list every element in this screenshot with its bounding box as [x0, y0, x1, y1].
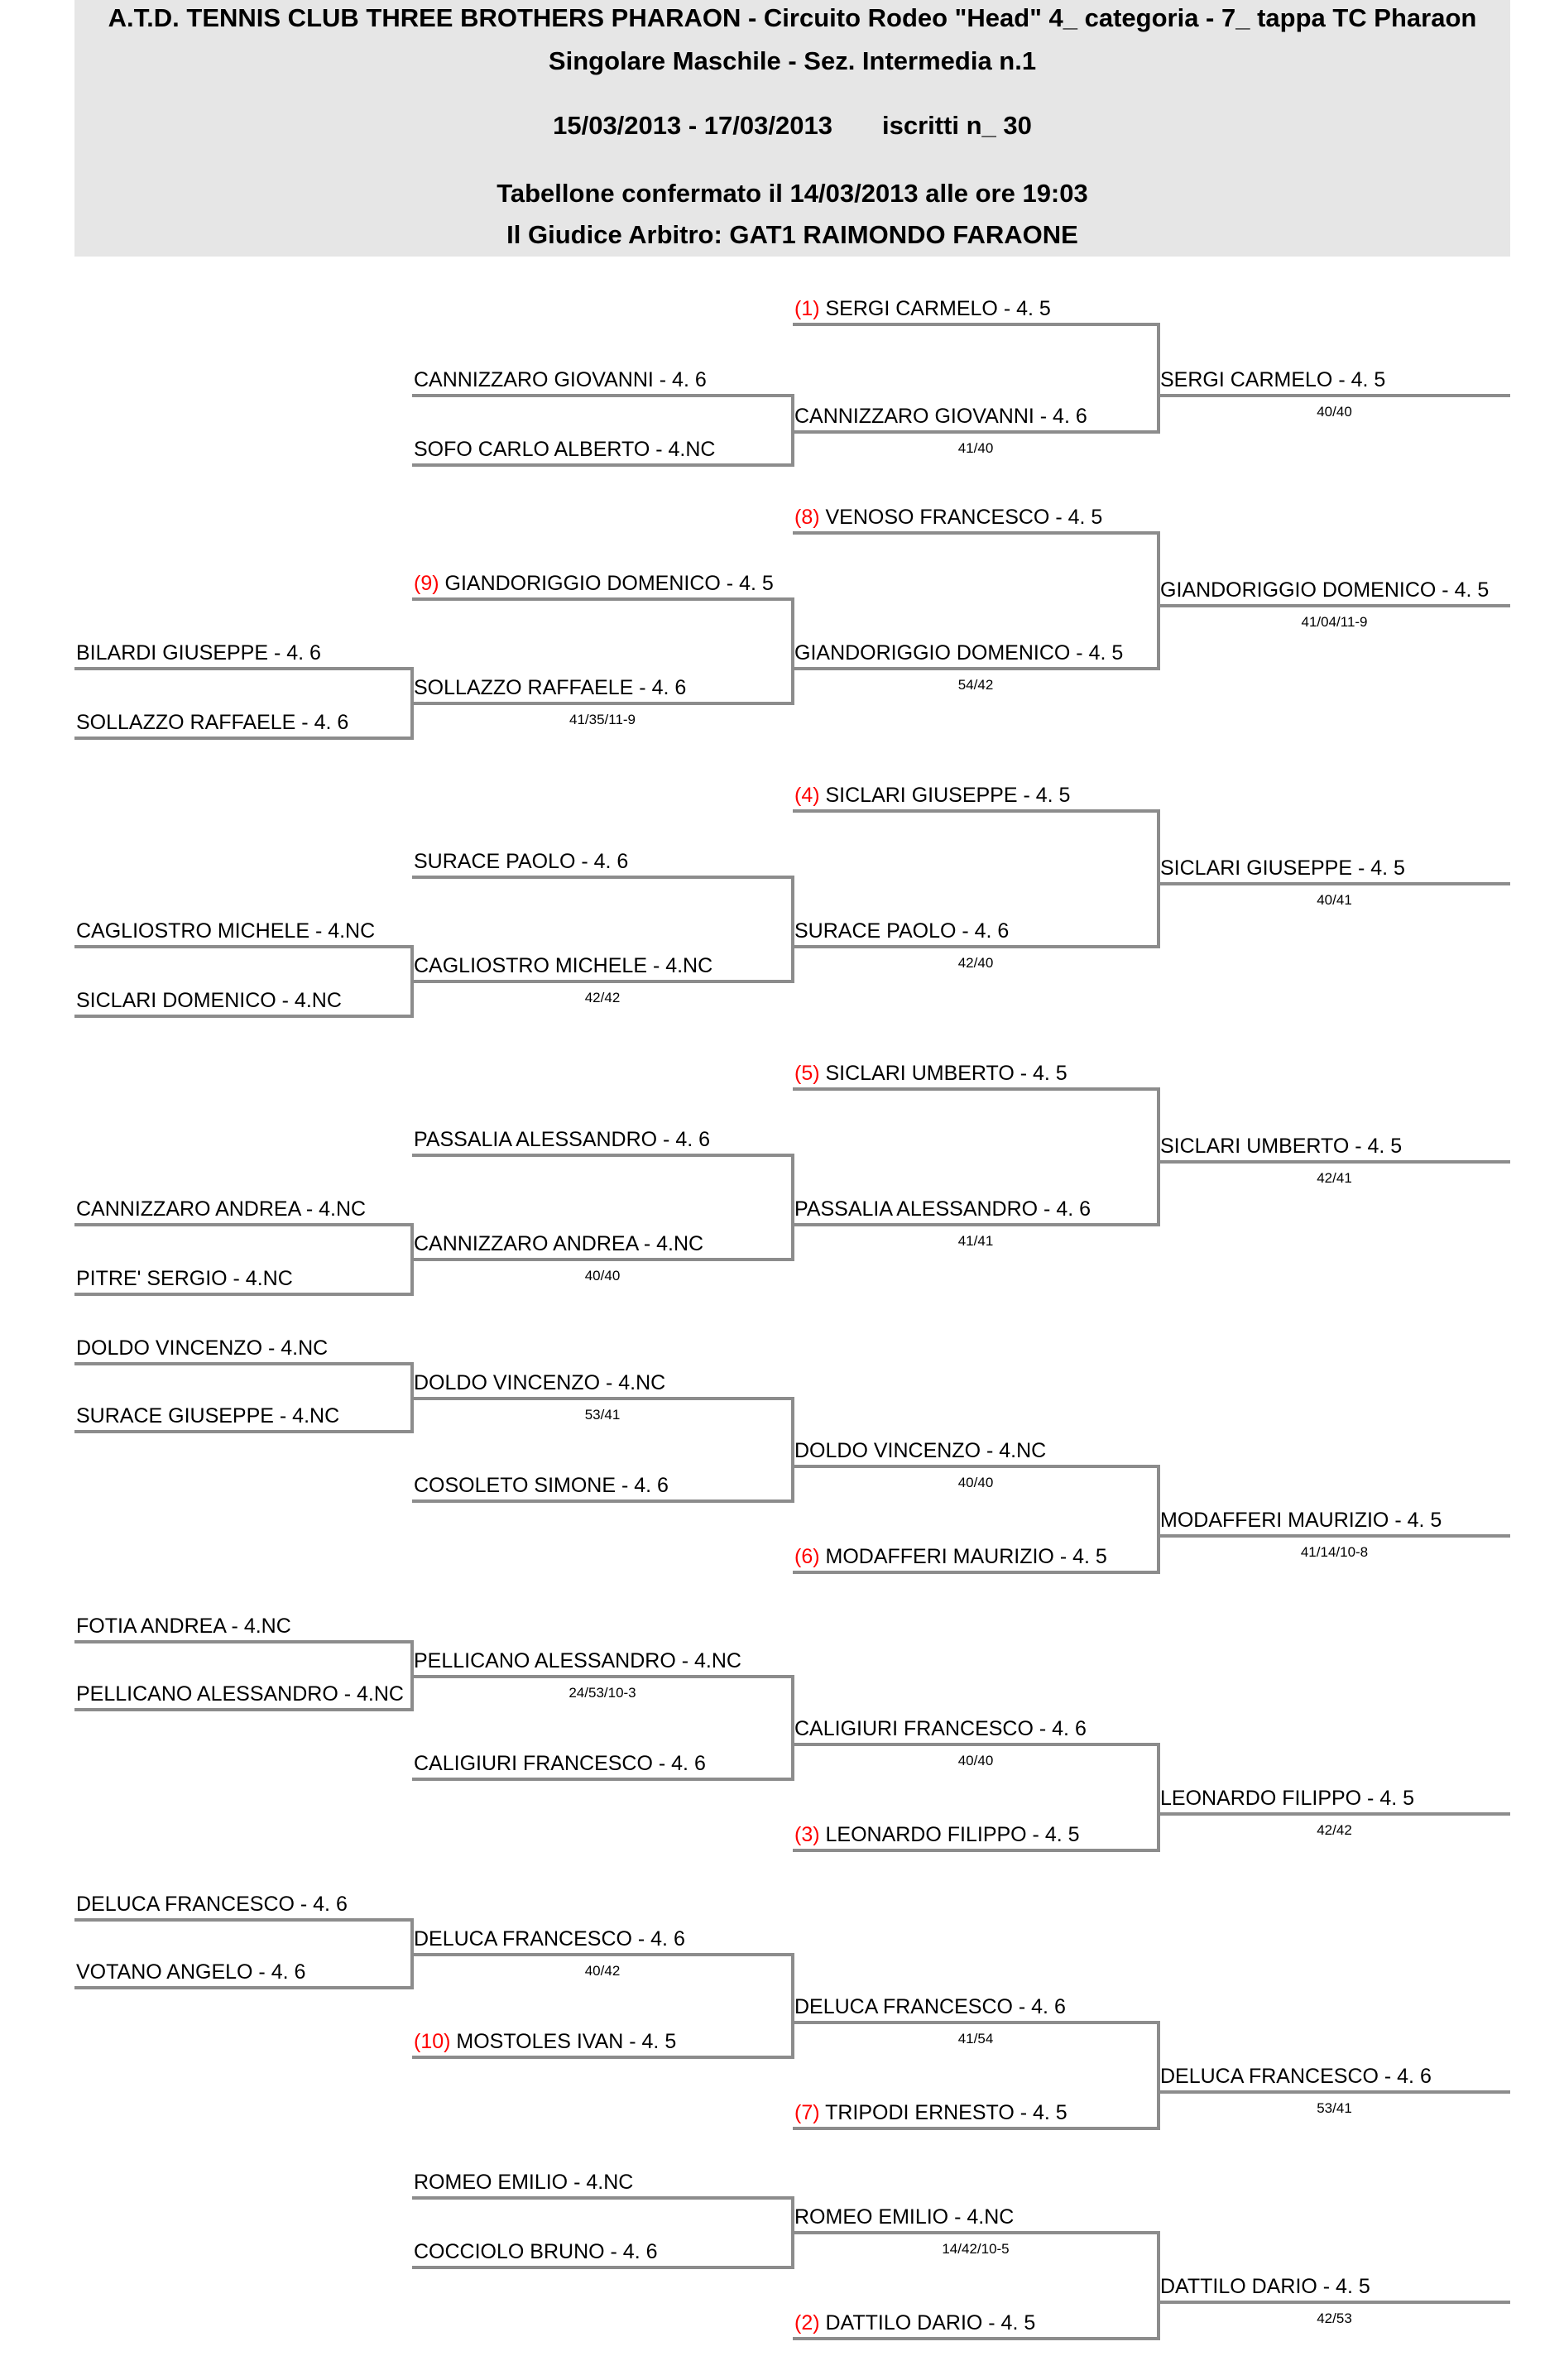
- player-name: COCCIOLO BRUNO - 4. 6: [414, 2240, 658, 2263]
- player-entry: [1160, 2064, 1432, 2089]
- player-entry: [414, 571, 774, 596]
- match-score: 41/41: [957, 1233, 994, 1249]
- bracket-line: [1159, 1812, 1510, 1816]
- bracket-line: [793, 1743, 1159, 1746]
- player-name: BILARDI GIUSEPPE - 4. 6: [76, 641, 321, 665]
- bracket-line: [793, 1571, 1159, 1574]
- player-name: FOTIA ANDREA - 4.NC: [76, 1615, 291, 1638]
- player-name: SERGI CARMELO - 4. 5: [825, 297, 1051, 320]
- match-score: 42/42: [1317, 1822, 1352, 1838]
- player-name: DOLDO VINCENZO - 4.NC: [414, 1371, 666, 1394]
- match-score: 40/40: [584, 1268, 621, 1284]
- player-name: ROMEO EMILIO - 4.NC: [794, 2205, 1015, 2229]
- player-entry: [414, 1231, 703, 1256]
- player-entry: [794, 641, 1123, 665]
- match-score: 40/41: [1317, 892, 1352, 908]
- player-name: DELUCA FRANCESCO - 4. 6: [76, 1893, 348, 1916]
- bracket-line: [74, 667, 412, 670]
- bracket-line: [793, 667, 1159, 670]
- player-name: SOLLAZZO RAFFAELE - 4. 6: [414, 676, 687, 699]
- bracket-connector: [791, 597, 794, 705]
- seed-number: (5): [794, 1062, 826, 1085]
- bracket-line: [793, 531, 1159, 535]
- player-entry: [76, 1404, 339, 1428]
- match-score: 42/40: [957, 955, 994, 971]
- match-score: 41/14/10-8: [1300, 1544, 1369, 1560]
- bracket-line: [793, 1223, 1159, 1226]
- player-name: CANNIZZARO ANDREA - 4.NC: [76, 1197, 367, 1221]
- bracket-line: [412, 2056, 793, 2059]
- bracket-line: [74, 1430, 412, 1433]
- player-entry: [794, 2205, 1014, 2229]
- player-name: MODAFFERI MAURIZIO - 4. 5: [1160, 1509, 1442, 1532]
- player-name: DELUCA FRANCESCO - 4. 6: [1160, 2065, 1432, 2088]
- bracket-line: [793, 2021, 1159, 2024]
- player-name: DATTILO DARIO - 4. 5: [1160, 2275, 1370, 2298]
- player-entry: [414, 1127, 710, 1152]
- match-score: 40/42: [584, 1963, 621, 1979]
- seed-number: (9): [414, 572, 445, 595]
- bracket-line: [74, 1362, 412, 1365]
- bracket-line: [412, 702, 793, 705]
- seed-number: (2): [794, 2311, 826, 2334]
- player-entry: [794, 2310, 1035, 2335]
- bracket-line: [1159, 604, 1510, 607]
- match-score: 41/35/11-9: [569, 712, 636, 727]
- bracket-line: [793, 1087, 1159, 1091]
- bracket-line: [412, 2266, 793, 2269]
- player-name: SICLARI DOMENICO - 4.NC: [76, 989, 342, 1012]
- bracket-line: [793, 1849, 1159, 1852]
- bracket-line: [74, 1708, 412, 1711]
- player-entry: [76, 1336, 328, 1360]
- player-name: DELUCA FRANCESCO - 4. 6: [794, 1995, 1066, 2018]
- bracket-line: [793, 809, 1159, 813]
- match-score: 24/53/10-3: [569, 1685, 636, 1701]
- player-name: VOTANO ANGELO - 4. 6: [76, 1960, 306, 1984]
- player-entry: [794, 1438, 1046, 1463]
- bracket-line: [793, 2127, 1159, 2130]
- player-entry: [414, 437, 715, 462]
- player-entry: [76, 1614, 291, 1639]
- player-entry: [1160, 1134, 1402, 1159]
- player-name: GIANDORIGGIO DOMENICO - 4. 5: [1160, 578, 1490, 602]
- player-name: GIANDORIGGIO DOMENICO - 4. 5: [444, 572, 774, 595]
- player-entry: [414, 675, 686, 700]
- bracket-line: [1159, 882, 1510, 885]
- bracket-line: [74, 945, 412, 948]
- bracket-connector: [791, 1154, 794, 1261]
- seed-number: (6): [794, 1545, 826, 1568]
- player-name: MODAFFERI MAURIZIO - 4. 5: [825, 1545, 1107, 1568]
- seed-number: (1): [794, 297, 826, 320]
- bracket-line: [793, 2231, 1159, 2234]
- tournament-dates: 15/03/2013 - 17/03/2013: [553, 111, 832, 140]
- player-entry: [414, 1648, 741, 1673]
- player-entry: [414, 953, 712, 978]
- bracket-connector: [410, 667, 414, 740]
- player-entry: [794, 1822, 1080, 1847]
- player-name: PITRE' SERGIO - 4.NC: [76, 1267, 293, 1290]
- player-name: SURACE GIUSEPPE - 4.NC: [76, 1404, 340, 1428]
- player-entry: [794, 296, 1051, 321]
- bracket-line: [412, 1675, 793, 1678]
- player-entry: [414, 1751, 706, 1776]
- player-name: PASSALIA ALESSANDRO - 4. 6: [794, 1197, 1091, 1221]
- player-name: TRIPODI ERNESTO - 4. 5: [825, 2101, 1067, 2124]
- player-name: ROMEO EMILIO - 4.NC: [414, 2171, 634, 2194]
- player-name: PELLICANO ALESSANDRO - 4.NC: [414, 1649, 741, 1672]
- player-name: SICLARI GIUSEPPE - 4. 5: [825, 784, 1071, 807]
- bracket-line: [412, 597, 793, 601]
- bracket-line: [793, 2337, 1159, 2340]
- player-name: CANNIZZARO GIOVANNI - 4. 6: [794, 405, 1087, 428]
- player-entry: [76, 1682, 404, 1706]
- player-name: COSOLETO SIMONE - 4. 6: [414, 1474, 669, 1497]
- bracket-connector: [791, 876, 794, 983]
- match-score: 41/40: [957, 440, 994, 456]
- player-entry: [794, 1061, 1067, 1086]
- bracket-line: [1159, 2301, 1510, 2304]
- player-name: MOSTOLES IVAN - 4. 5: [456, 2030, 677, 2053]
- bracket-line: [412, 1953, 793, 1956]
- seed-number: (3): [794, 1823, 826, 1846]
- seed-number: (7): [794, 2101, 826, 2124]
- bracket-line: [793, 1465, 1159, 1468]
- player-name: CALIGIURI FRANCESCO - 4. 6: [414, 1752, 706, 1775]
- bracket-line: [412, 1154, 793, 1157]
- match-score: 41/54: [957, 2031, 994, 2047]
- draw-confirmed-text: Tabellone confermato il 14/03/2013 alle ore 19:03: [497, 179, 1088, 208]
- player-entry: [1160, 1786, 1414, 1811]
- bracket-connector: [410, 945, 414, 1018]
- match-score: 40/40: [957, 1753, 994, 1768]
- player-entry: [76, 988, 342, 1013]
- player-name: DOLDO VINCENZO - 4.NC: [794, 1439, 1047, 1462]
- bracket-line: [412, 1258, 793, 1261]
- bracket-line: [74, 1918, 412, 1922]
- player-name: GIANDORIGGIO DOMENICO - 4. 5: [794, 641, 1124, 665]
- player-entry: [414, 2239, 658, 2264]
- player-entry: [414, 2029, 676, 2054]
- bracket-line: [412, 2196, 793, 2200]
- bracket-line: [74, 1640, 412, 1643]
- player-entry: [1160, 578, 1489, 602]
- player-entry: [794, 505, 1102, 530]
- seed-number: (4): [794, 784, 826, 807]
- bracket-connector: [791, 394, 794, 467]
- player-name: SOFO CARLO ALBERTO - 4.NC: [414, 438, 716, 461]
- player-entry: [794, 2100, 1067, 2125]
- player-name: LEONARDO FILIPPO - 4. 5: [1160, 1787, 1415, 1810]
- player-entry: [414, 1927, 685, 1951]
- player-name: CAGLIOSTRO MICHELE - 4.NC: [414, 954, 713, 977]
- player-entry: [414, 1473, 669, 1498]
- player-name: PASSALIA ALESSANDRO - 4. 6: [414, 1128, 711, 1151]
- player-name: CAGLIOSTRO MICHELE - 4.NC: [76, 919, 376, 943]
- bracket-line: [74, 1293, 412, 1296]
- player-entry: [794, 1197, 1091, 1221]
- match-score: 42/41: [1317, 1170, 1352, 1186]
- seed-number: (10): [414, 2030, 457, 2053]
- player-entry: [76, 1892, 348, 1917]
- bracket-line: [1159, 2090, 1510, 2094]
- player-name: SICLARI GIUSEPPE - 4. 5: [1160, 857, 1405, 880]
- player-entry: [414, 367, 707, 392]
- bracket-line: [74, 1986, 412, 1989]
- player-name: CANNIZZARO ANDREA - 4.NC: [414, 1232, 704, 1255]
- player-entry: [1160, 367, 1385, 392]
- player-entry: [1160, 856, 1405, 881]
- player-name: DOLDO VINCENZO - 4.NC: [76, 1336, 329, 1360]
- player-entry: [794, 919, 1009, 943]
- player-entry: [1160, 2274, 1370, 2299]
- bracket-line: [74, 737, 412, 740]
- player-entry: [76, 919, 375, 943]
- bracket-line: [74, 1223, 412, 1226]
- bracket-line: [793, 430, 1159, 434]
- bracket-line: [1159, 1160, 1510, 1164]
- player-entry: [794, 404, 1087, 429]
- seed-number: (8): [794, 506, 826, 529]
- player-name: DATTILO DARIO - 4. 5: [825, 2311, 1036, 2334]
- match-score: 40/40: [1317, 404, 1352, 420]
- bracket-line: [412, 876, 793, 879]
- player-name: DELUCA FRANCESCO - 4. 6: [414, 1927, 685, 1951]
- bracket-line: [74, 1015, 412, 1018]
- match-score: 53/41: [584, 1407, 621, 1423]
- match-score: 42/42: [584, 990, 621, 1005]
- player-entry: [794, 1716, 1087, 1741]
- player-name: SERGI CARMELO - 4. 5: [1160, 368, 1386, 391]
- bracket-line: [1159, 394, 1510, 397]
- player-name: LEONARDO FILIPPO - 4. 5: [825, 1823, 1080, 1846]
- bracket-line: [793, 323, 1159, 326]
- player-entry: [76, 1266, 293, 1291]
- player-entry: [76, 710, 348, 735]
- player-entry: [76, 641, 321, 665]
- player-entry: [76, 1197, 366, 1221]
- tournament-section: Singolare Maschile - Sez. Intermedia n.1: [548, 46, 1037, 75]
- match-score: 41/04/11-9: [1301, 614, 1368, 630]
- player-entry: [414, 2170, 633, 2195]
- player-name: SICLARI UMBERTO - 4. 5: [1160, 1135, 1403, 1158]
- match-score: 40/40: [957, 1475, 994, 1490]
- player-name: VENOSO FRANCESCO - 4. 5: [825, 506, 1103, 529]
- player-name: SICLARI UMBERTO - 4. 5: [825, 1062, 1067, 1085]
- match-score: 53/41: [1317, 2100, 1352, 2116]
- match-score: 42/53: [1317, 2310, 1352, 2326]
- player-entry: [76, 1960, 305, 1984]
- player-entry: [794, 1994, 1066, 2019]
- entrants-count: iscritti n_ 30: [881, 111, 1032, 140]
- player-name: SURACE PAOLO - 4. 6: [414, 850, 629, 873]
- bracket-connector: [410, 1223, 414, 1296]
- bracket-line: [412, 1499, 793, 1503]
- player-name: SOLLAZZO RAFFAELE - 4. 6: [76, 711, 349, 734]
- player-entry: [794, 783, 1070, 808]
- bracket-line: [1159, 1534, 1510, 1538]
- bracket-line: [793, 945, 1159, 948]
- referee-text: Il Giudice Arbitro: GAT1 RAIMONDO FARAONE: [506, 220, 1078, 249]
- player-name: PELLICANO ALESSANDRO - 4.NC: [76, 1682, 404, 1706]
- bracket-line: [412, 1778, 793, 1781]
- bracket-line: [412, 463, 793, 467]
- player-entry: [794, 1544, 1107, 1569]
- player-entry: [414, 1370, 665, 1395]
- bracket-line: [412, 1397, 793, 1400]
- tournament-title: A.T.D. TENNIS CLUB THREE BROTHERS PHARAON - Circuito Rodeo "Head" 4_ categoria - 7_ tappa TC Pharaon: [108, 3, 1477, 32]
- player-name: SURACE PAOLO - 4. 6: [794, 919, 1010, 943]
- player-name: CANNIZZARO GIOVANNI - 4. 6: [414, 368, 707, 391]
- bracket-line: [412, 394, 793, 397]
- player-entry: [1160, 1508, 1442, 1533]
- bracket-line: [412, 980, 793, 983]
- match-score: 14/42/10-5: [942, 2241, 1010, 2257]
- player-name: CALIGIURI FRANCESCO - 4. 6: [794, 1717, 1087, 1740]
- player-entry: [414, 849, 628, 874]
- match-score: 54/42: [957, 677, 994, 693]
